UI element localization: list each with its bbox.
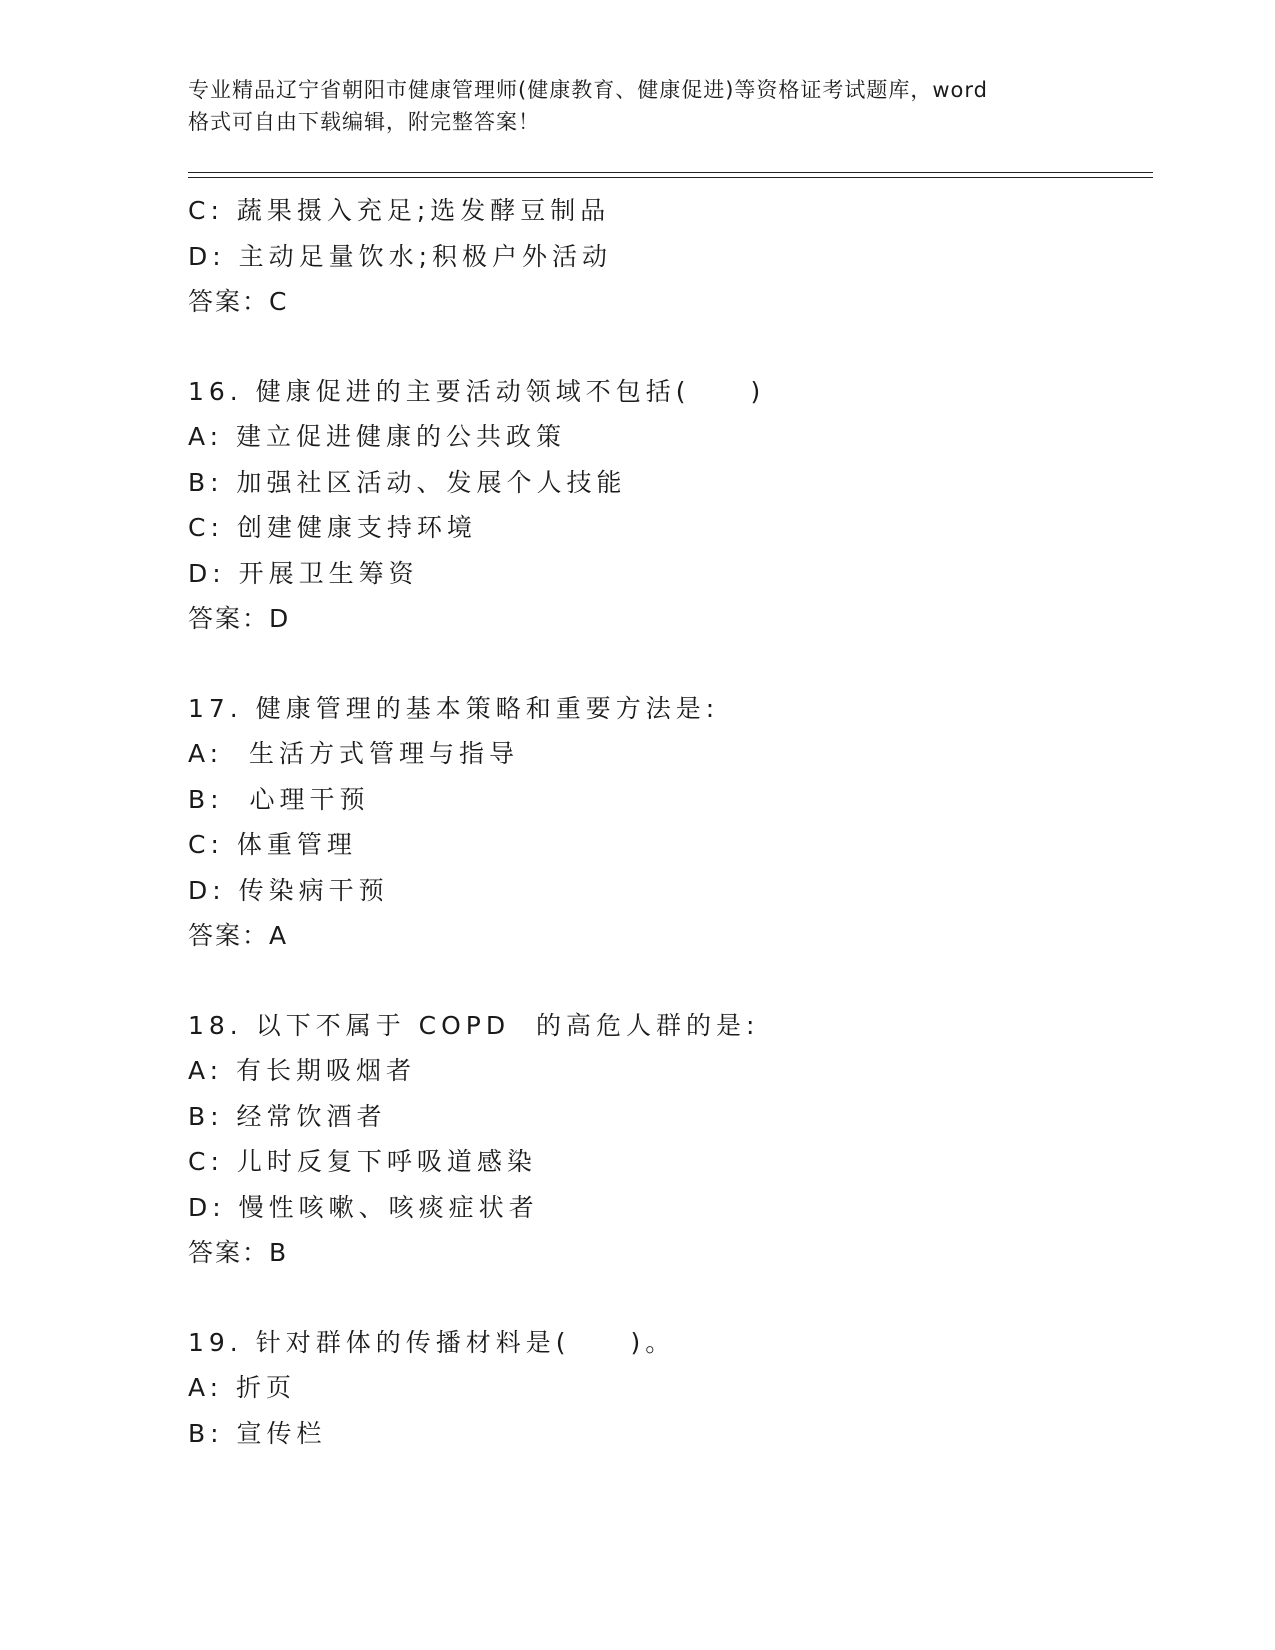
option-c: C: 体重管理 [188,830,357,859]
option-b: B: 经常饮酒者 [188,1101,387,1131]
question-list [188,188,1148,1456]
question-18 [188,1003,1148,1276]
question-stem: 18. 以下不属于 COPD 的高危人群的是: [188,1010,760,1040]
option-a: A: 生活方式管理与指导 [188,739,519,768]
question-17 [188,686,1148,959]
answer-label: 答案：D [188,604,291,633]
header-rule-top [188,172,1153,173]
question-19 [188,1320,1148,1457]
option-d: D: 主动足量饮水;积极户外活动 [188,241,613,271]
question-stem: 19. 针对群体的传播材料是( )。 [188,1327,676,1357]
option-b: B: 心理干预 [188,784,370,814]
option-d: D: 传染病干预 [188,875,389,905]
option-b: B: 加强社区活动、发展个人技能 [188,467,627,497]
option-c: C: 蔬果摄入充足;选发酵豆制品 [188,196,611,225]
answer-label: 答案：A [188,921,289,950]
header-line-2: 格式可自由下载编辑，附完整答案！ [188,110,540,134]
answer-label: 答案：C [188,287,289,316]
question-16 [188,369,1148,642]
option-a: A: 建立促进健康的公共政策 [188,422,567,451]
option-c: C: 儿时反复下呼吸道感染 [188,1147,537,1176]
header-rule-bottom [188,177,1153,178]
option-a: A: 有长期吸烟者 [188,1056,417,1085]
question-stem: 16. 健康促进的主要活动领域不包括( ) [188,376,766,406]
option-a: A: 折页 [188,1373,297,1402]
option-d: D: 开展卫生筹资 [188,558,419,588]
question-15-tail [188,188,1148,325]
answer-label: 答案：B [188,1238,289,1267]
header-line-1: 专业精品辽宁省朝阳市健康管理师(健康教育、健康促进)等资格证考试题库，word [188,78,989,102]
document-header [188,74,1088,138]
option-c: C: 创建健康支持环境 [188,513,477,542]
option-d: D: 慢性咳嗽、咳痰症状者 [188,1192,539,1222]
question-stem: 17. 健康管理的基本策略和重要方法是: [188,693,720,723]
option-b: B: 宣传栏 [188,1418,327,1448]
